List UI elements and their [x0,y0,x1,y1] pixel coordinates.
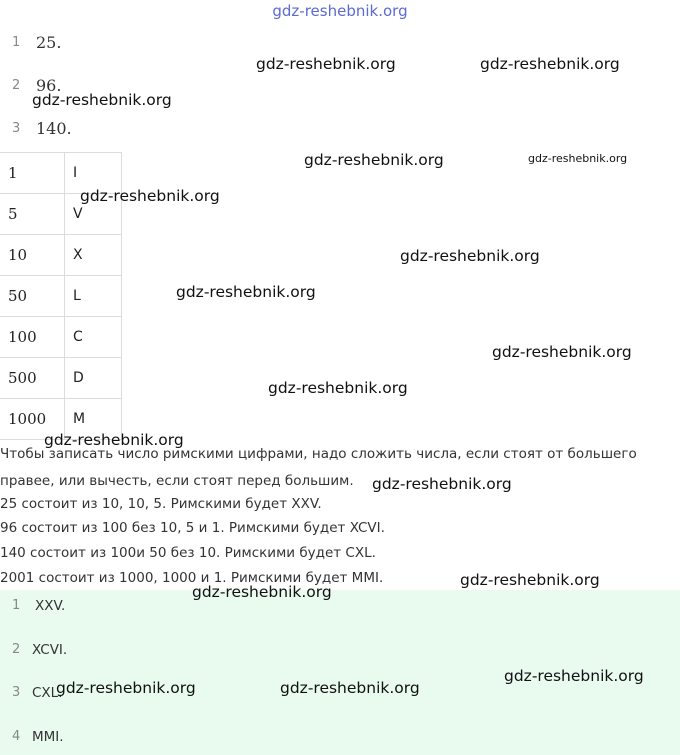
watermark: gdz-reshebnik.org [504,667,644,685]
watermark: gdz-reshebnik.org [372,475,512,493]
table-row [0,358,122,399]
arabic-cell: 50 [0,276,65,317]
watermark: gdz-reshebnik.org [56,679,196,697]
watermark: gdz-reshebnik.org [460,571,600,589]
question-value: 140. [36,118,72,138]
answer-value: XCVI. [32,642,68,658]
explanation-line: 140 состоит из 100и 50 без 10. Римскими будет CXL. [0,545,376,561]
roman-cell: V [65,194,122,235]
site-watermark-header: gdz-reshebnik.org [272,2,408,20]
answer-number: 1 [12,598,21,613]
arabic-cell: 5 [0,194,65,235]
watermark: gdz-reshebnik.org [304,151,444,169]
arabic-cell: 1000 [0,399,65,440]
watermark: gdz-reshebnik.org [280,679,420,697]
answer-value: XXV. [35,598,66,614]
roman-cell: L [65,276,122,317]
watermark: gdz-reshebnik.org [528,152,628,165]
table-row [0,317,122,358]
watermark: gdz-reshebnik.org [32,91,172,109]
watermark: gdz-reshebnik.org [80,187,220,205]
explanation-line: 96 состоит из 100 без 10, 5 и 1. Римскими будет XCVI. [0,520,385,536]
table-row [0,276,122,317]
question-number: 3 [12,120,21,136]
watermark: gdz-reshebnik.org [192,583,332,601]
answer-value: CXL. [32,685,63,701]
arabic-cell: 500 [0,358,65,399]
watermark: gdz-reshebnik.org [492,343,632,361]
answer-number: 3 [12,685,21,700]
arabic-cell: 100 [0,317,65,358]
arabic-cell: 1 [0,153,65,194]
table-row [0,235,122,276]
explanation-line: 2001 состоит из 1000, 1000 и 1. Римскими будет MMI. [0,570,384,586]
question-value: 96. [36,75,62,95]
roman-cell: C [65,317,122,358]
question-number: 2 [12,77,21,93]
watermark: gdz-reshebnik.org [268,379,408,397]
explanation-line: правее, или вычесть, если стоят перед большим. [0,473,354,489]
answer-number: 4 [12,729,21,744]
watermark: gdz-reshebnik.org [480,55,620,73]
roman-cell: I [65,153,122,194]
explanation-line: Чтобы записать число римскими цифрами, надо сложить числа, если стоят от большего [0,446,637,462]
explanation-line: 25 состоит из 10, 10, 5. Римскими будет XXV. [0,496,322,512]
arabic-cell: 10 [0,235,65,276]
roman-cell: X [65,235,122,276]
watermark: gdz-reshebnik.org [176,283,316,301]
watermark: gdz-reshebnik.org [256,55,396,73]
answer-number: 2 [12,642,21,657]
question-value: 25. [36,32,62,52]
answer-value: MMI. [32,729,64,745]
question-number: 1 [12,34,21,50]
watermark: gdz-reshebnik.org [44,431,184,449]
roman-cell: D [65,358,122,399]
roman-cell: M [65,399,122,440]
watermark: gdz-reshebnik.org [400,247,540,265]
